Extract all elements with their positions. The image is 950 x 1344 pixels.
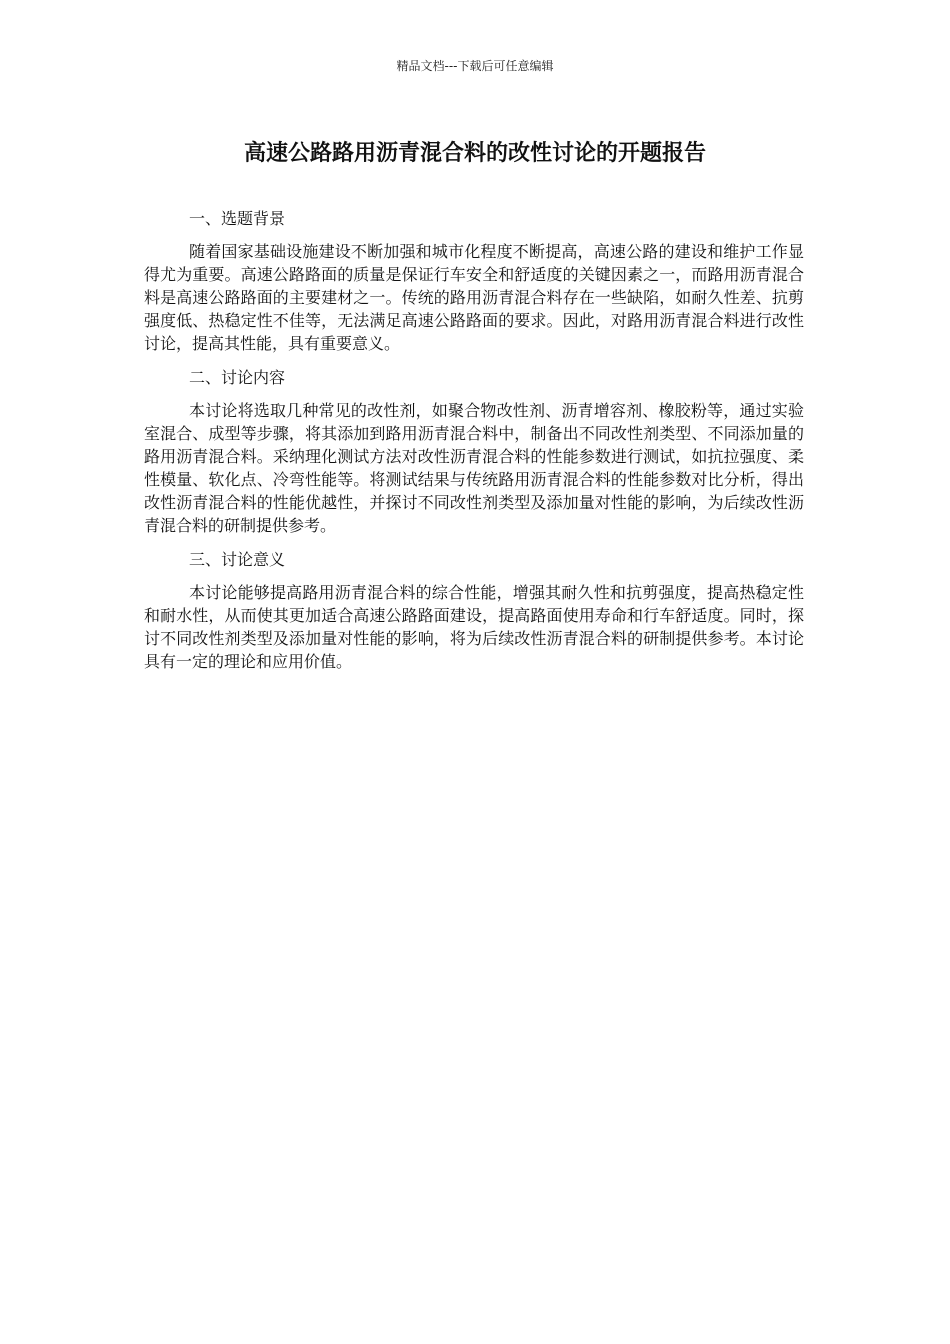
document-body bbox=[144, 207, 804, 684]
section-paragraph-significance: 本讨论能够提高路用沥青混合料的综合性能，增强其耐久性和抗剪强度，提高热稳定性和耐水性，从而使其更加适合高速公路路面建设，提高路面使用寿命和行车舒适度。同时，探讨不同改性剂类型及添加量对性能的影响，将为后续改性沥青混合料的研制提供参考。本讨论具有一定的理论和应用价值。 bbox=[144, 583, 804, 671]
document-title: 高速公路路用沥青混合料的改性讨论的开题报告 bbox=[243, 141, 706, 166]
section-heading-content: 二、讨论内容 bbox=[189, 368, 286, 387]
section-paragraph-content: 本讨论将选取几种常见的改性剂，如聚合物改性剂、沥青增容剂、橡胶粉等，通过实验室混合、成型等步骤，将其添加到路用沥青混合料中，制备出不同改性剂类型、不同添加量的路用沥青混合料。采纳理化测试方法对改性沥青混合料的性能参数进行测试，如抗拉强度、柔性模量、软化点、冷弯性能等。将测试结果与传统路用沥青混合料的性能参数对比分析，得出改性沥青混合料的性能优越性，并探讨不同改性剂类型及添加量对性能的影响，为后续改性沥青混合料的研制提供参考。 bbox=[144, 401, 804, 535]
section-heading-significance: 三、讨论意义 bbox=[189, 550, 286, 569]
section-heading-background: 一、选题背景 bbox=[189, 209, 286, 228]
page-header: 精品文档---下载后可任意编辑 bbox=[396, 59, 554, 73]
section-paragraph-background: 随着国家基础设施建设不断加强和城市化程度不断提高，高速公路的建设和维护工作显得尤为重要。高速公路路面的质量是保证行车安全和舒适度的关键因素之一，而路用沥青混合料是高速公路路面的主要建材之一。传统的路用沥青混合料存在一些缺陷，如耐久性差、抗剪强度低、热稳定性不佳等，无法满足高速公路路面的要求。因此，对路用沥青混合料进行改性讨论，提高其性能，具有重要意义。 bbox=[144, 242, 804, 353]
